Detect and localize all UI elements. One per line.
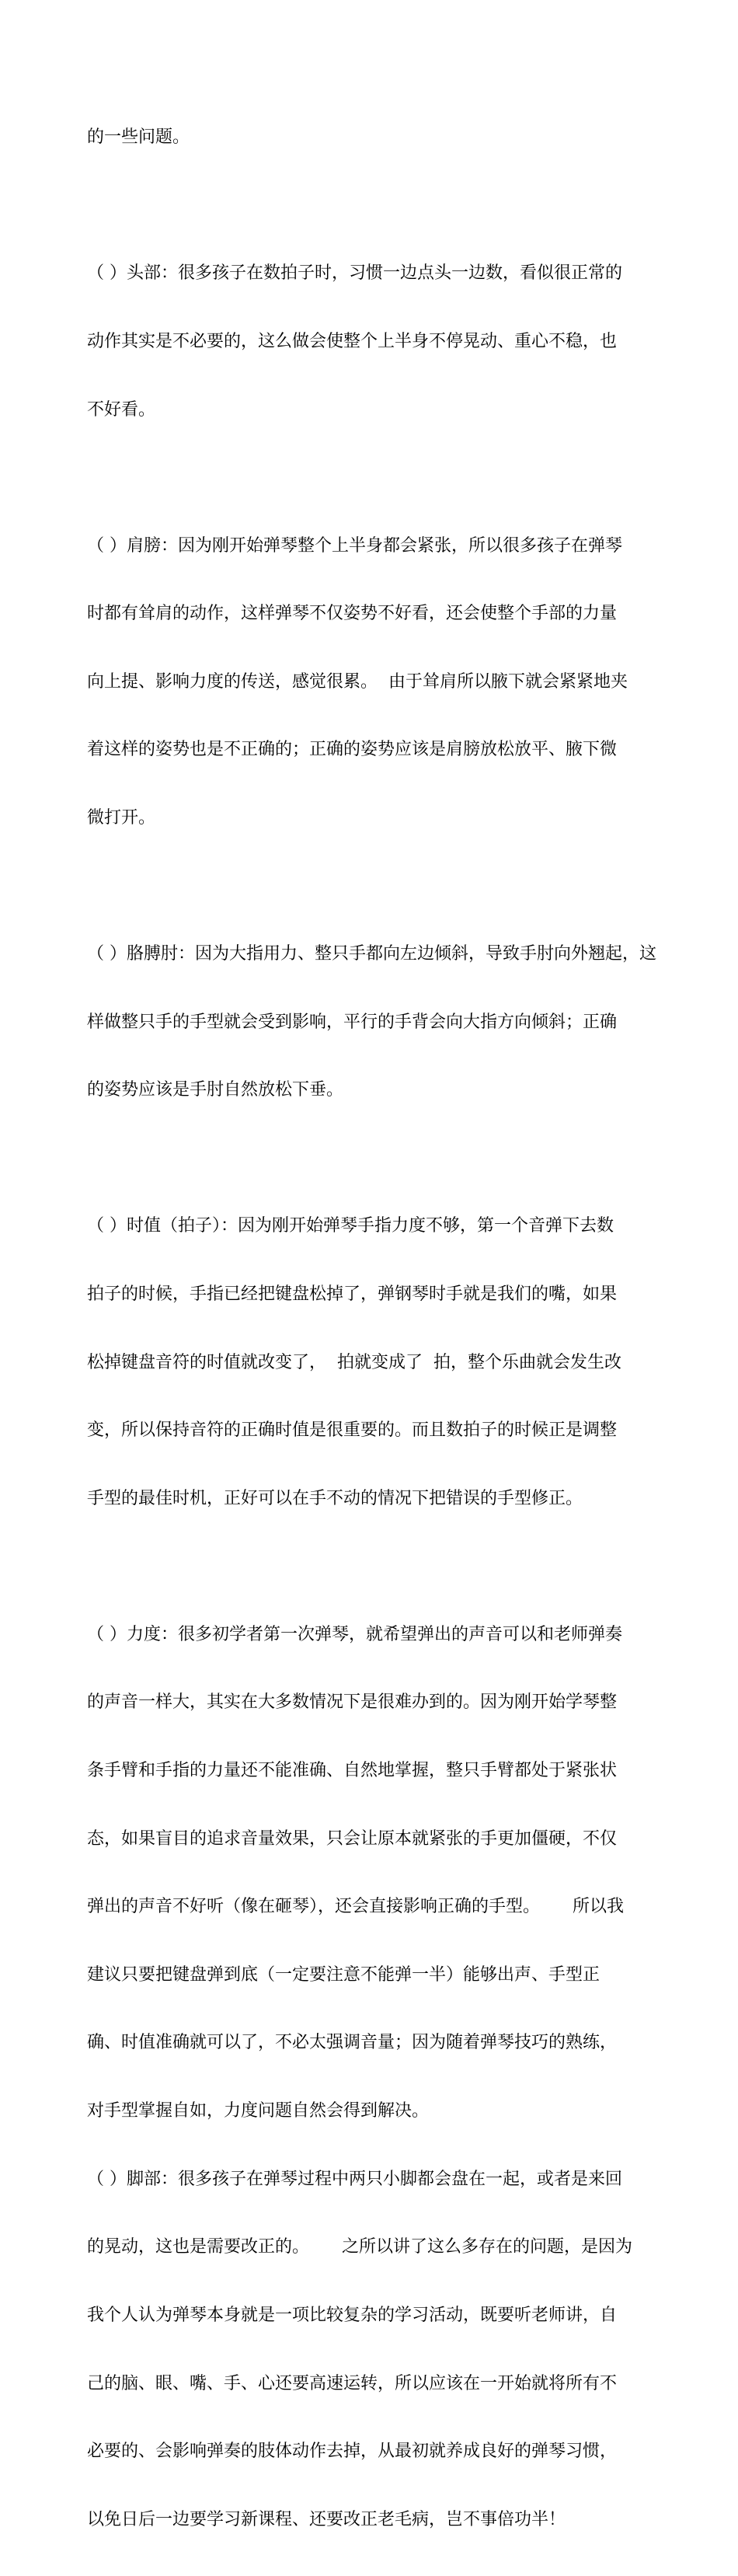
text-line: 向上提、影响力度的传送，感觉很累。 由于耸肩所以腋下就会紧紧地夹 (87, 671, 628, 692)
text-line: 拍子的时候，手指已经把键盘松掉了，弹钢琴时手就是我们的嘴，如果 (87, 1284, 618, 1304)
text-line: 松掉键盘音符的时值就改变了， 拍就变成了 拍，整个乐曲就会发生改 (87, 1352, 621, 1372)
paragraph-elbow (87, 898, 662, 1147)
text-line: 的姿势应该是手肘自然放松下垂。 (87, 1080, 344, 1100)
paragraph-intro-tail (87, 81, 662, 194)
text-line: 着这样的姿势也是不正确的；正确的姿势应该是肩膀放松放平、腋下微 (87, 740, 618, 760)
text-line: 的晃动，这也是需要改正的。 之所以讲了这么多存在的问题，是因为 (87, 2237, 632, 2257)
text-line: （ ）胳膊肘：因为大指用力、整只手都向左边倾斜，导致手肘向外翘起，这 (87, 944, 656, 964)
text-line: 动作其实是不必要的，这么做会使整个上半身不停晃动、重心不稳，也 (87, 332, 618, 352)
text-line: 的声音一样大，其实在大多数情况下是很难办到的。因为刚开始学琴整 (87, 1692, 618, 1713)
document-page (87, 81, 662, 2576)
text-line: 弹出的声音不好听（像在砸琴），还会直接影响正确的手型。 所以我 (87, 1897, 624, 1917)
paragraph-timing (87, 1169, 662, 1555)
paragraph-gap (87, 1555, 662, 1577)
paragraph-gap (87, 875, 662, 898)
text-line: 必要的、会影响弹奏的肢体动作去掉，从最初就养成良好的弹琴习惯， (87, 2442, 618, 2462)
paragraph-gap (87, 194, 662, 217)
text-line: 态，如果盲目的追求音量效果，只会让原本就紧张的手更加僵硬，不仅 (87, 1828, 618, 1849)
text-line: 己的脑、眼、嘴、手、心还要高速运转，所以应该在一开始就将所有不 (87, 2373, 618, 2393)
text-line: 建议只要把键盘弹到底（一定要注意不能弹一半）能够出声、手型正 (87, 1964, 600, 1985)
paragraph-force-and-feet (87, 1577, 662, 2576)
text-line: 的一些问题。 (87, 127, 190, 148)
paragraph-gap (87, 466, 662, 489)
text-line: （ ）力度：很多初学者第一次弹琴，就希望弹出的声音可以和老师弹奏 (87, 1624, 622, 1644)
text-line: （ ）脚部：很多孩子在弹琴过程中两只小脚都会盘在一起，或者是来回 (87, 2169, 622, 2189)
text-line: （ ）头部：很多孩子在数拍子时，习惯一边点头一边数，看似很正常的 (87, 263, 622, 284)
text-line: 对手型掌握自如，力度问题自然会得到解决。 (87, 2101, 430, 2121)
text-line: 手型的最佳时机，正好可以在手不动的情况下把错误的手型修正。 (87, 1488, 583, 1508)
paragraph-gap (87, 1147, 662, 1169)
text-line: 样做整只手的手型就会受到影响，平行的手背会向大指方向倾斜；正确 (87, 1012, 618, 1032)
text-line: 确、时值准确就可以了，不必太强调音量；因为随着弹琴技巧的熟练， (87, 2033, 618, 2053)
text-line: （ ）时值（拍子）：因为刚开始弹琴手指力度不够，第一个音弹下去数 (87, 1216, 614, 1236)
text-line: （ ）肩膀：因为刚开始弹琴整个上半身都会紧张，所以很多孩子在弹琴 (87, 535, 622, 556)
text-line: 我个人认为弹琴本身就是一项比较复杂的学习活动，既要听老师讲，自 (87, 2305, 618, 2325)
paragraph-head (87, 217, 662, 466)
text-line: 时都有耸肩的动作，这样弹琴不仅姿势不好看，还会使整个手部的力量 (87, 604, 618, 624)
text-line: 变，所以保持音符的正确时值是很重要的。而且数拍子的时候正是调整 (87, 1420, 618, 1441)
text-line: 不好看。 (87, 399, 156, 420)
text-line: 微打开。 (87, 808, 156, 828)
text-line: 条手臂和手指的力量还不能准确、自然地掌握，整只手臂都处于紧张状 (87, 1761, 618, 1781)
paragraph-shoulder (87, 489, 662, 874)
text-line: 以免日后一边要学习新课程、还要改正老毛病，岂不事倍功半！ (87, 2509, 566, 2529)
